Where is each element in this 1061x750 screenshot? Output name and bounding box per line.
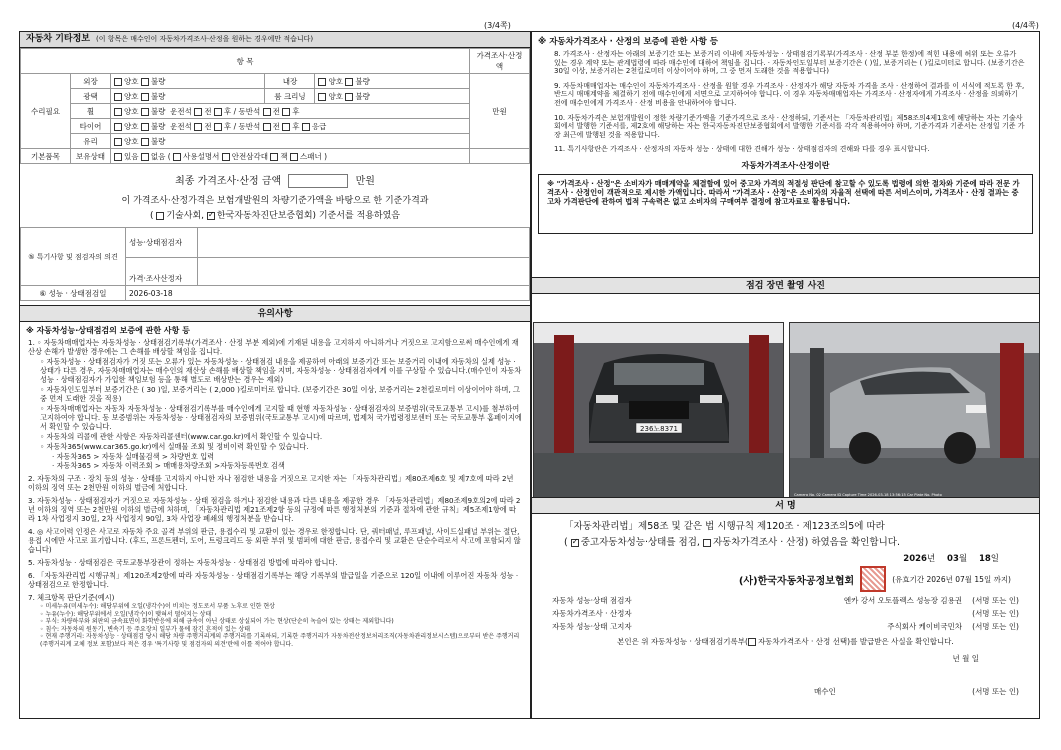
date-label: ⑥ 성능 · 상태점검일: [21, 286, 126, 301]
check-line: ( ✓중고자동차성능·상태를 점검, 자동차가격조사 · 산정) 하였음을 확인합니다.: [532, 534, 1039, 548]
row-glass: 유리: [71, 134, 111, 149]
sign-month: 03: [947, 554, 959, 564]
appraiser-opinion[interactable]: [198, 258, 530, 286]
checkbox-tech-society[interactable]: [156, 212, 164, 220]
final-price-input[interactable]: [288, 174, 348, 188]
checkbox[interactable]: [290, 153, 298, 161]
sign-month-unit: 월: [958, 554, 968, 564]
room-options: [315, 89, 470, 104]
signature-section: [532, 518, 1039, 697]
check-performance: 중고자동차성능·상태를 점검,: [580, 537, 700, 548]
opt-front: 전: [204, 106, 212, 116]
interior-options: [315, 74, 470, 89]
list-item: ◦ 자동차성능 · 상태점검자가 거짓 또는 오류가 있는 자동차성능 · 상태점검 내용을 제공하여 아래의 보증기간 또는 보증거리 이내에 자동차의 실제 성능 · 상태가 다른 경우, 자동차매매업자는 매수인의 재산상 손해를 배상할 책임을 지며, 자동차성능 · 상태점검자에게 이를 구상할 수 있습니다.(매수인이 자동차성능 · 상태점검자가 가입한 책임보험 등을 통해 별도로 배상받는 경우는 제외): [40, 357, 522, 384]
list-item: 3. 자동차성능 · 상태점검자가 거짓으로 자동차성능 · 상태 점검을 하거나 점검한 내용과 다른 내용을 제공한 경우 「자동차관리법」제80조제9호의2에 따라 2년 이하의 징역 또는 2천만원 이하의 벌금에 처하며, 「자동차관리법 제21조제2항 등의 규정에 따른 행정처분의 기준과 절차에 관한 규칙」제5조제1항에 따라 1차 사업정지 30일, 2차 사업정지 90일, 3차 사업장 폐쇄의 행정처분을 받습니다.: [28, 496, 521, 523]
checkbox[interactable]: [114, 78, 122, 86]
opt-good: 양호: [328, 91, 343, 101]
other-info-note: (이 항목은 매수인이 자동차가격조사·산정을 원하는 경우에만 적습니다): [96, 35, 314, 43]
other-info-table: [20, 48, 530, 164]
opt-triangle: 안전삼각대: [231, 151, 268, 161]
checkbox[interactable]: [114, 93, 122, 101]
checkbox[interactable]: [345, 93, 353, 101]
signature-row: [532, 620, 1039, 633]
list-item: · 자동차365 > 자동차 실매물검색 > 차량번호 입력: [52, 452, 215, 461]
seal-stamp-icon: [860, 566, 886, 592]
buyer-date: 년 월 일: [952, 654, 979, 663]
page-number-left: (3/4쪽): [484, 21, 511, 30]
holding-price-cell: [470, 149, 530, 164]
list-item: 4. ◎ 사고이력 인정은 사고로 자동차 주요 골격 부위의 판금, 용접수리 및 교환이 있는 경우로 한정합니다. 단, 쿼터패널, 루프패널, 사이드실패널 부위는 절단, 용접 시에만 사고로 표기합니다. (후드, 프론트펜더, 도어, 트렁크리드 등 외판 부위 및 범퍼에 대한 판금, 용접수리 및 교환은 단순수리로서 사고에 포함되지 않습니다): [28, 527, 521, 554]
list-item: 10. 자동차가격은 보험개발원이 정한 차량기준가액을 기준가격으로 조사 · 산정하되, 기준서는 「자동차관리법」제58조의4제1호에 해당하는 자는 기술사회에서 발행한 기준서를, 제2호에 해당하는 자는 한국자동차진단보증협회에서 발행한 기준서를 각각 적용하여야 하며, 기준가격과 기준서는 산정일 기준 가장 최근에 발행된 것을 적용합니다.: [554, 113, 1025, 139]
list-item: ◦ 자동차의 리콜에 관한 사항은 자동차리콜센터(www.car.go.kr)에서 확인할 수 있습니다.: [40, 432, 323, 441]
sign-role: 자동차가격조사 · 산정자: [552, 609, 632, 618]
opt-jack: 잭: [280, 151, 288, 161]
checkbox[interactable]: [141, 108, 149, 116]
list-item: ◦ 자동차365(www.car365.go.kr)에서 실매물 조회 및 정비이력 확인할 수 있습니다.: [40, 442, 309, 451]
row-gloss: 광택: [71, 89, 111, 104]
buyer-label: 매수인: [814, 687, 836, 696]
opt-rear: 후: [292, 106, 300, 116]
check-price: 자동차가격조사 · 산정) 하였음을 확인합니다.: [712, 537, 900, 548]
opt-bad: 불량: [150, 136, 166, 146]
checkbox-price[interactable]: [703, 539, 711, 547]
col-item-header: 항 목: [21, 49, 470, 74]
checkbox[interactable]: [141, 153, 149, 161]
basis-tech-society: 기술사회,: [166, 211, 204, 221]
opt-good: 양호: [124, 76, 139, 86]
opt-bad: 불량: [150, 76, 166, 86]
sign-role: 자동차 성능·상태 고지자: [552, 622, 632, 631]
appraiser-label: 가격·조사산정자: [126, 258, 198, 286]
criteria-item: ◦ 미세누유(미세누수): 해당부위에 오일(냉각수)이 비치는 정도로서 부품 노후로 인한 현상: [40, 603, 275, 610]
checkbox[interactable]: [194, 108, 202, 116]
checkbox[interactable]: [114, 108, 122, 116]
criteria-item: ◦ 부식: 차량하부와 외판의 금속표면이 화학반응에 의해 금속이 아닌 상태로 상실되어 가는 현상(단순히 녹슬어 있는 상태는 제외합니다): [40, 618, 394, 625]
opt-rear: 후: [292, 121, 300, 131]
opt-front: 전: [204, 121, 212, 131]
photo-title: 점검 장면 촬영 사진: [532, 277, 1039, 294]
guarantee-list: [532, 50, 1039, 154]
checkbox[interactable]: [263, 108, 271, 116]
org-line: [532, 566, 1039, 592]
checkbox-confirm-price[interactable]: [748, 638, 756, 646]
signature-row: [532, 594, 1039, 607]
checkbox[interactable]: [214, 123, 222, 131]
opt-emergency: 응급: [311, 121, 327, 131]
checkbox[interactable]: [282, 108, 290, 116]
checkbox[interactable]: [214, 108, 222, 116]
inspector-opinion[interactable]: [198, 228, 530, 258]
row-tire: 타이어: [71, 119, 111, 134]
inspection-photo-front: [533, 322, 784, 500]
row-exterior: 외장: [71, 74, 111, 89]
opt-manual: 사용설명서: [183, 151, 220, 161]
unit-won: 만원: [470, 74, 530, 149]
list-item: 6. 「자동차관리법 시행규칙」제120조제2항에 따라 자동차성능 · 상태점검기록부는 해당 기록부의 발급일을 기준으로 120일 이내에 이루어진 자동차 성능 · 상태점검으로 한정합니다.: [28, 571, 519, 589]
opt-good: 양호: [328, 76, 343, 86]
final-price-label: 최종 가격조사·산정 금액: [175, 176, 282, 187]
criteria-item: ◦ 현재 주행거리: 자동차성능 · 상태점검 당시 해당 차량 주행거리계의 주행거리를 기록하되, 기록한 주행거리가 자동차전산정보처리조직(자동차관리정보시스템)으로부터 받은 주행거리(주행거리계 교체 정보 포함)보다 적은 경우 '특기사항 및 점검자의 의견'란에 이를 적어야 합니다.: [40, 633, 520, 648]
row-interior: 내장: [265, 74, 315, 89]
checkbox[interactable]: [141, 93, 149, 101]
confirm-text-a: 본인은 위 자동차성능 · 상태점검기록부(: [617, 637, 748, 646]
sign-year: 2026: [903, 554, 927, 564]
col-price-header: 가격조사·산정액: [470, 49, 530, 74]
opt-driver: 운전석: [170, 106, 192, 116]
signature-row: [532, 607, 1039, 620]
checkbox[interactable]: [222, 153, 230, 161]
opt-bad: 불량: [150, 91, 166, 101]
caution-title: 유의사항: [20, 305, 530, 322]
sign-mark[interactable]: (서명 또는 인): [972, 622, 1019, 631]
row-room: 룸 크리닝: [265, 89, 315, 104]
other-info-title: 자동차 기타정보: [26, 34, 90, 44]
final-price-line: [20, 164, 530, 188]
glass-options: [111, 134, 470, 149]
basis-line-1: 이 가격조사·산정가격은 보험개발원의 차량기준가액을 바탕으로 한 기준가격과: [121, 196, 429, 206]
basic-label: 기본품목: [21, 149, 71, 164]
special-table: [20, 227, 530, 301]
special-label: ⑤ 특기사항 및 점검자의 의견: [21, 228, 126, 286]
list-item: ◦ 자동차인도일부터 보증기간은 ( 30 )일, 보증거리는 ( 2,000 )킬로미터로 합니다. (보증기간은 30일 이상, 보증거리는 2천킬로미터 이상이어야 하며, 그 중 먼저 도래한 것을 적용): [40, 385, 520, 403]
buyer-sign-mark[interactable]: (서명 또는 인): [972, 687, 1019, 696]
car-side-photo: [790, 323, 1040, 500]
checkbox[interactable]: [141, 78, 149, 86]
opt-bad: 불량: [150, 106, 166, 116]
page-number-right: (4/4쪽): [1012, 21, 1039, 30]
opt-good: 양호: [124, 106, 139, 116]
list-item: 2. 자동차의 구조 · 장치 등의 성능 · 상태를 고지하지 아니한 자나 점검한 내용을 거짓으로 고지한 자는 「자동차관리법」제80조제6호 및 제7호에 따라 2년 이하의 징역 또는 2천만원 이하의 벌금에 처합니다.: [28, 474, 514, 492]
sign-mark[interactable]: (서명 또는 인): [972, 596, 1019, 605]
checkbox[interactable]: [345, 78, 353, 86]
sign-role: 자동차 성능·상태 점검자: [552, 596, 632, 605]
tire-options: [111, 119, 470, 134]
list-item: 11. 특기사항란은 가격조사 · 산정자의 자동차 성능 · 상태에 대한 견해가 성능 · 상태점검자의 견해와 다를 경우 표시합니다.: [554, 145, 930, 154]
checkbox[interactable]: [282, 123, 290, 131]
checkbox[interactable]: [141, 123, 149, 131]
checkbox[interactable]: [263, 123, 271, 131]
valid-period: (유효기간 2026년 07월 15일 까지): [892, 574, 1011, 584]
law-line: 「자동차관리법」제58조 및 같은 법 시행규칙 제120조 · 제123조의5에 따라: [564, 521, 885, 532]
repair-label: 수리필요: [21, 74, 71, 149]
checkbox-diagnosis-assoc[interactable]: [207, 212, 215, 220]
sign-day-unit: 일: [990, 554, 999, 564]
opt-bad: 불량: [355, 76, 370, 86]
buyer-row: [532, 686, 1039, 697]
sign-year-unit: 년: [926, 554, 936, 564]
opt-good: 양호: [124, 91, 139, 101]
signature-title: 서 명: [532, 497, 1039, 514]
opt-rear-passenger: 후 / 동반석: [223, 121, 261, 131]
basis-line-2: ( 기술사회, ✓ 한국자동차진단보증협회) 기준서를 적용하였음: [20, 208, 530, 221]
holding-options: 있음 없음 ( 사용설명서 안전삼각대 잭 스패너 ): [111, 149, 470, 164]
opt-good: 양호: [124, 136, 139, 146]
row-wheel: 휠: [71, 104, 111, 119]
opt-rear-passenger: 후 / 동반석: [223, 106, 261, 116]
checkbox[interactable]: [114, 138, 122, 146]
org-name: (사)한국자동차공정보협회: [738, 575, 855, 587]
confirm-text-b: 자동차가격조사 · 산정 선택)를 발급받은 사실을 확인합니다.: [757, 637, 954, 646]
checkbox-performance[interactable]: [571, 539, 579, 547]
list-item: 1. ◦ 자동차매매업자는 자동차성능 · 상태점검기록부(가격조사 · 산정 부분 제외)에 기재된 내용을 고지하지 아니하거나 거짓으로 고지함으로써 매수인에게 재산상 손해가 발생한 경우에는 그 손해를 배상할 책임을 집니다.: [28, 338, 519, 356]
criteria-list: [28, 603, 522, 648]
opt-good: 양호: [124, 121, 139, 131]
checkbox[interactable]: [302, 123, 310, 131]
opt-none: 없음: [150, 151, 166, 161]
sign-day: 18: [978, 554, 991, 564]
wheel-options: [111, 104, 470, 119]
left-page: [19, 31, 531, 719]
sign-date: [532, 552, 1039, 564]
sign-name: 엔카 강서 오토플렉스 성능장 김용권: [843, 596, 963, 605]
definition-title: 자동차가격조사·산정이란: [741, 160, 830, 170]
opt-front: 전: [272, 106, 280, 116]
row-holding: 보유상태: [71, 149, 111, 164]
confirm-line: [532, 636, 1039, 647]
opt-bad: 불량: [150, 121, 166, 131]
opt-have: 있음: [124, 151, 139, 161]
list-item: 7. 체크항목 판단기준(예시): [28, 593, 115, 602]
final-price-unit: 만원: [355, 176, 375, 187]
inspection-photo-side: [789, 322, 1040, 500]
opt-bad: 불량: [355, 91, 370, 101]
caution-list: [20, 336, 530, 648]
checkbox[interactable]: [141, 138, 149, 146]
date-value: 2026-03-18: [126, 286, 530, 301]
gloss-options: [111, 89, 265, 104]
guarantee-title: ※ 자동차가격조사 · 산정의 보증에 관한 사항 등: [538, 37, 719, 47]
right-page: [531, 31, 1040, 719]
opt-driver: 운전석: [170, 121, 192, 131]
definition-box: ※ "가격조사 · 산정"은 소비자가 매매계약을 체결함에 있어 중고차 가격의 적절성 판단에 참고할 수 있도록 법령에 의한 절차와 기준에 따라 전문 가격조사 · 산정인이 객관적으로 제시한 가액입니다. 따라서 "가격조사 · 산정"은 소비자의 자율적 선택에 따른 서비스이며, 가격조사 · 산정 결과는 중고차 가격판단에 관하여 법적 구속력은 없고 소비자의 구매여부 결정에 참고자료로 활용됩니다.: [538, 174, 1033, 234]
list-item: 9. 자동차매매업자는 매수인이 자동차가격조사 · 산정을 원할 경우 가격조사 · 산정자가 해당 자동차 가격을 조사 · 산정하여 결과를 이 서식에 적도록 한 후, 반드시 매매계약을 체결하기 전에 매수인에게 서면으로 고지하여야 합니다. 이 경우 자동차매매업자는 가격조사 · 산정자에게 가격조사 · 산정을 의뢰하기 전에 매수인에게 가격조사 · 산정 비용을 안내하여야 합니다.: [554, 81, 1025, 107]
checkbox[interactable]: [318, 78, 326, 86]
basis-diagnosis-assoc: 한국자동차진단보증협회) 기준서를 적용하였음: [216, 211, 400, 221]
list-item: 5. 자동차성능 · 상태점검은 국토교통부장관이 정하는 자동차성능 · 상태점검 방법에 따라야 합니다.: [28, 558, 338, 567]
license-plate-text: 236노8371: [640, 425, 678, 433]
checkbox[interactable]: [114, 123, 122, 131]
list-item: ◦ 자동차매매업자는 자동차 자동차성능 · 상태점검기록부를 매수인에게 고지할 때 현행 자동차성능 · 상태점검자의 보증범위(국토교통부 고시)를 첨부하여 고지하여야 합니다. 동 보증범위는 자동차성능 · 상태점검자의 보증범위(국토교통부 고시)에 따르며, 법제처 국가법령정보센터 또는 국토교통부 홈페이지에서 확인할 수 있습니다.: [40, 404, 522, 431]
sign-name: 주식회사 케이비국민차: [887, 622, 963, 631]
checkbox[interactable]: [114, 153, 122, 161]
checkbox[interactable]: [173, 153, 181, 161]
criteria-item: ◦ 누유(누수): 해당부위에서 오일(냉각수)이 맺혀서 떨어지는 상태: [40, 610, 212, 618]
opt-spanner: 스패너: [299, 151, 322, 161]
exterior-options: [111, 74, 265, 89]
car-front-photo: [534, 323, 784, 500]
checkbox[interactable]: [194, 123, 202, 131]
liability-title: ※ 자동차성능·상태점검의 보증에 관한 사항 등: [26, 326, 190, 335]
other-info-header: [20, 32, 530, 48]
checkbox[interactable]: [318, 93, 326, 101]
list-item: 8. 가격조사 · 산정자는 아래의 보증기간 또는 보증거리 이내에 자동차성능 · 상태점검기록부(가격조사 · 산정 부분 한정)에 적힌 내용에 허위 또는 오류가 있는 경우 계약 또는 관계법령에 따라 매수인에 대하여 책임을 집니다. · 자동차인도일부터 보증기간은 ( )일, 보증거리는 ( )킬로미터로 합니다. (보증기간은 30일 이상, 보증거리는 2천킬로미터 이상이어야 하며, 그 중 먼저 도래한 것을 적용합니다): [554, 50, 1025, 76]
checkbox[interactable]: [270, 153, 278, 161]
photo-caption: Camera No. 02 Camera ID Capture Time 2026-03-18 13:56:15 Car Plate No. Photo: [794, 493, 942, 497]
inspector-label: 성능·상태점검자: [126, 228, 198, 258]
list-item: · 자동차365 > 자동차 이력조회 > 매매용차량조회 >자동차등록번호 검색: [52, 461, 285, 470]
criteria-item: ◦ 침수: 자동차의 원동기, 변속기 등 주요장치 일부가 물에 잠긴 흔적이 있는 상태: [40, 625, 251, 633]
sign-mark[interactable]: (서명 또는 인): [972, 609, 1019, 618]
opt-front: 전: [272, 121, 280, 131]
